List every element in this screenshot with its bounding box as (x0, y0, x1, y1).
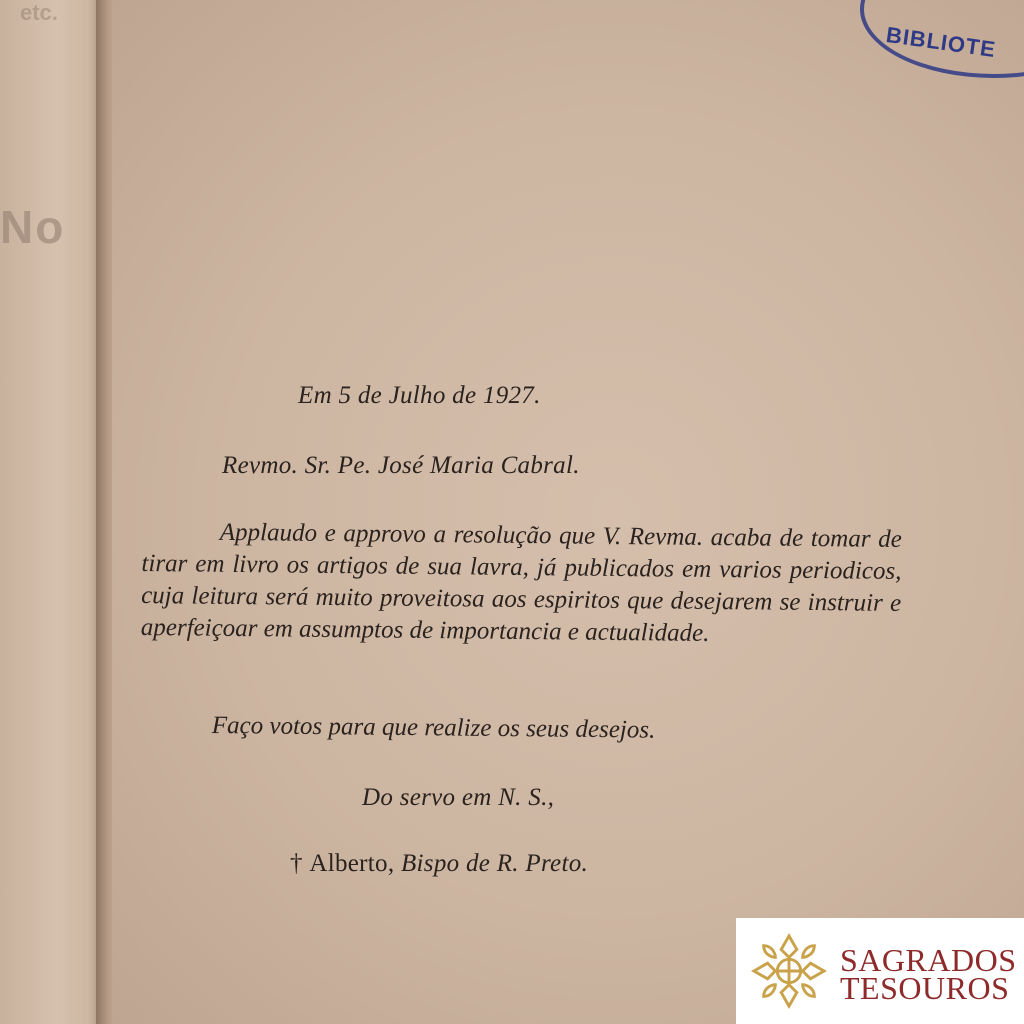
signature-name: Alberto, (309, 850, 395, 877)
library-stamp-text: BIBLIOTE (884, 22, 998, 63)
left-page-partial-word: No (0, 201, 66, 253)
left-page-partial-text: etc. (20, 0, 58, 25)
watermark-line-2: TESOUROS (840, 970, 1010, 1006)
letter-paragraph-1: Applaudo e approvo a resolução que V. Revma. acaba de tomar de tirar em livro os artigos de sua lavra, já publicados em varios periodicos, cuja leitura será muito proveitosa aos espiritos que desejarem se instruir e aperfeiçoar em assumptos de importancia e actualidade. (140, 518, 902, 647)
watermark-line-1: SAGRADOS (840, 942, 1017, 978)
signature-title: Bispo de R. Preto. (400, 850, 589, 877)
watermark-logo (736, 918, 1024, 1024)
cross-symbol: † (290, 850, 303, 877)
left-page (0, 0, 104, 1024)
letter-date: Em 5 de Julho de 1927. (298, 382, 541, 409)
letter-paragraph-2: Faço votos para que realize os seus desejos. (211, 712, 656, 744)
letter-salutation: Revmo. Sr. Pe. José Maria Cabral. (222, 452, 580, 479)
letter-signature (290, 850, 588, 878)
letter-closing: Do servo em N. S., (362, 784, 555, 811)
ornament-emblem-icon (750, 932, 828, 1010)
